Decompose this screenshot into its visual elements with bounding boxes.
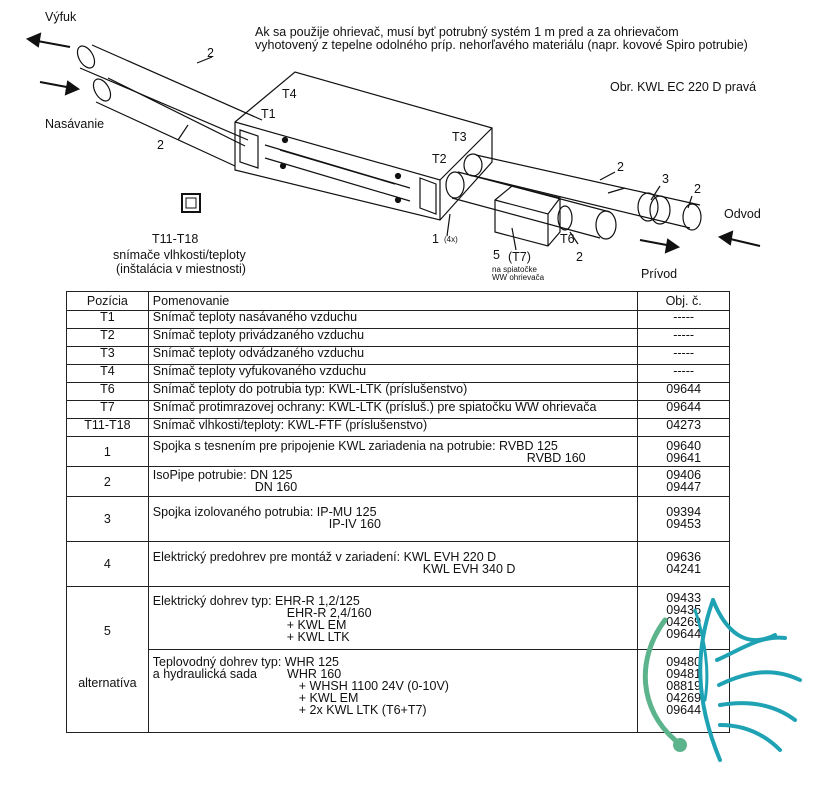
- row-pos: [67, 587, 149, 733]
- row-line: + KWL EM: [298, 691, 359, 705]
- note-line-1: Ak sa použije ohrievač, musí byť potrubný systém 1 m pred a za ohrievačom: [255, 25, 679, 39]
- table-row: [67, 437, 730, 467]
- row-name: [148, 467, 638, 497]
- table-row: [67, 329, 730, 347]
- row-line: RVBD 160: [526, 451, 586, 465]
- figure-caption: Obr. KWL EC 220 D pravá: [610, 80, 757, 94]
- order-number: 04269: [666, 691, 702, 705]
- order-number: 04241: [666, 562, 702, 576]
- table-row: [67, 401, 730, 419]
- row-line: DN 160: [254, 480, 298, 494]
- row-line: + KWL EM: [286, 618, 347, 632]
- label-t7-note-2: WW ohrievača: [492, 273, 545, 282]
- label-t4: T4: [282, 87, 297, 101]
- row-order: [638, 497, 730, 542]
- label-num-2c: 2: [617, 160, 624, 174]
- row-pos: T6: [67, 383, 149, 401]
- table-header-row: [67, 292, 730, 311]
- label-t7-note-1: na spiatočke: [492, 265, 537, 274]
- table-row: [67, 383, 730, 401]
- label-t1: T1: [261, 107, 276, 121]
- room-sensor-icon: [182, 194, 200, 212]
- row-pos: T1: [67, 311, 149, 329]
- row-order: 04273: [638, 419, 730, 437]
- row-pos: T7: [67, 401, 149, 419]
- table-row: [67, 419, 730, 437]
- order-number: 09394: [666, 505, 702, 519]
- row-order: -----: [638, 347, 730, 365]
- header-name: Pomenovanie: [148, 292, 638, 311]
- order-number: 09644: [666, 627, 702, 641]
- row-name: [148, 437, 638, 467]
- sensor-line-1: snímače vlhkosti/teploty: [113, 248, 246, 262]
- label-num-1-count: (4x): [444, 235, 458, 244]
- sensor-title: T11-T18: [152, 232, 199, 246]
- row-line: + WHSH 1100 24V (0-10V): [298, 679, 449, 693]
- label-t2: T2: [432, 152, 447, 166]
- label-t6: T6: [560, 232, 575, 246]
- heater-box: [495, 186, 560, 246]
- row-order: [638, 542, 730, 587]
- row-name: Snímač teploty privádzaného vzduchu: [148, 329, 638, 347]
- order-number: 09644: [666, 703, 702, 717]
- row-pos: T3: [67, 347, 149, 365]
- order-number: 09636: [666, 550, 702, 564]
- row-pos: 2: [67, 467, 149, 497]
- order-number: 09480: [666, 655, 702, 669]
- row-name: [148, 497, 638, 542]
- label-odvod: Odvod: [724, 207, 761, 221]
- row-pos: T2: [67, 329, 149, 347]
- label-num-2e: 2: [576, 250, 583, 264]
- row-order: -----: [638, 311, 730, 329]
- row-pos: T11-T18: [67, 419, 149, 437]
- row-pos: T4: [67, 365, 149, 383]
- row-line: + 2x KWL LTK (T6+T7): [298, 703, 427, 717]
- row-line: Spojka izolovaného potrubia: IP-MU 125: [152, 505, 377, 519]
- order-number: 09453: [666, 517, 702, 531]
- order-number: 09435: [666, 603, 702, 617]
- row-alt-label: alternatíva: [78, 676, 137, 690]
- row-pos-number: 5: [103, 624, 111, 638]
- watermark-logo: [625, 590, 825, 770]
- label-num-3: 3: [662, 172, 669, 186]
- order-number: 09447: [666, 480, 702, 494]
- label-num-5: 5: [493, 248, 500, 262]
- row-order: [638, 467, 730, 497]
- order-number: 08819: [666, 679, 702, 693]
- row-pos: 3: [67, 497, 149, 542]
- label-num-2b: 2: [157, 138, 164, 152]
- row-name: Snímač teploty odvádzaného vzduchu: [148, 347, 638, 365]
- row-line: Elektrický dohrev typ: EHR-R 1,2/125: [152, 594, 360, 608]
- row-name: Snímač vlhkosti/teploty: KWL-FTF (príslušenstvo): [148, 419, 638, 437]
- row-pos: 4: [67, 542, 149, 587]
- table-row: [67, 542, 730, 587]
- row-line: Teplovodný dohrev typ: WHR 125: [152, 655, 339, 669]
- row-order: -----: [638, 329, 730, 347]
- label-t3: T3: [452, 130, 467, 144]
- table-row: [67, 497, 730, 542]
- header-position: Pozícia: [67, 292, 149, 311]
- row-name: Snímač teploty vyfukovaného vzduchu: [148, 365, 638, 383]
- row-order: -----: [638, 365, 730, 383]
- order-number: 09640: [666, 439, 702, 453]
- order-number: 09433: [666, 591, 702, 605]
- table-row: [67, 311, 730, 329]
- row-name: [148, 587, 638, 650]
- row-line: a hydraulická sada: [152, 667, 258, 681]
- supply-pipe: [452, 172, 610, 238]
- row-name: Snímač protimrazovej ochrany: KWL-LTK (prísluš.) pre spiatočku WW ohrievača: [148, 401, 638, 419]
- row-line: Spojka s tesnením pre pripojenie KWL zariadenia na potrubie: RVBD 125: [152, 439, 558, 453]
- table-row: [67, 347, 730, 365]
- row-line: KWL EVH 340 D: [422, 562, 516, 576]
- note-line-2: vyhotovený z tepelne odolného príp. nehorľavého materiálu (napr. kovové Spiro potrubie): [255, 38, 748, 52]
- sensor-line-2: (inštalácia v miestnosti): [116, 262, 246, 276]
- label-num-2a: 2: [207, 46, 214, 60]
- label-num-2d: 2: [694, 182, 701, 196]
- row-order: 09644: [638, 401, 730, 419]
- row-name: [148, 650, 638, 733]
- exhaust-pipe-end: [74, 43, 98, 71]
- order-number: 09406: [666, 468, 702, 482]
- row-line: IsoPipe potrubie: DN 125: [152, 468, 293, 482]
- header-order: Obj. č.: [638, 292, 730, 311]
- row-name: Snímač teploty do potrubia typ: KWL-LTK (príslušenstvo): [148, 383, 638, 401]
- label-vyfuk: Výfuk: [45, 10, 77, 24]
- row-line: EHR-R 2,4/160: [286, 606, 372, 620]
- row-order: [638, 437, 730, 467]
- table-row: [67, 467, 730, 497]
- row-line: IP-IV 160: [328, 517, 381, 531]
- order-number: 09481: [666, 667, 702, 681]
- intake-pipe: [96, 78, 245, 166]
- table-row: [67, 365, 730, 383]
- row-order: 09644: [638, 383, 730, 401]
- order-number: 09641: [666, 451, 702, 465]
- row-line: + KWL LTK: [286, 630, 350, 644]
- row-name: Snímač teploty nasávaného vzduchu: [148, 311, 638, 329]
- intake-pipe-end: [90, 76, 114, 104]
- row-name: [148, 542, 638, 587]
- order-number: 04269: [666, 615, 702, 629]
- label-nasavanie: Nasávanie: [45, 117, 105, 131]
- label-privod: Prívod: [641, 267, 678, 281]
- row-pos: 1: [67, 437, 149, 467]
- label-t7: (T7): [508, 250, 531, 264]
- label-num-1: 1: [432, 232, 439, 246]
- row-line: Elektrický predohrev pre montáž v zariadení: KWL EVH 220 D: [152, 550, 497, 564]
- row-line: WHR 160: [287, 667, 342, 681]
